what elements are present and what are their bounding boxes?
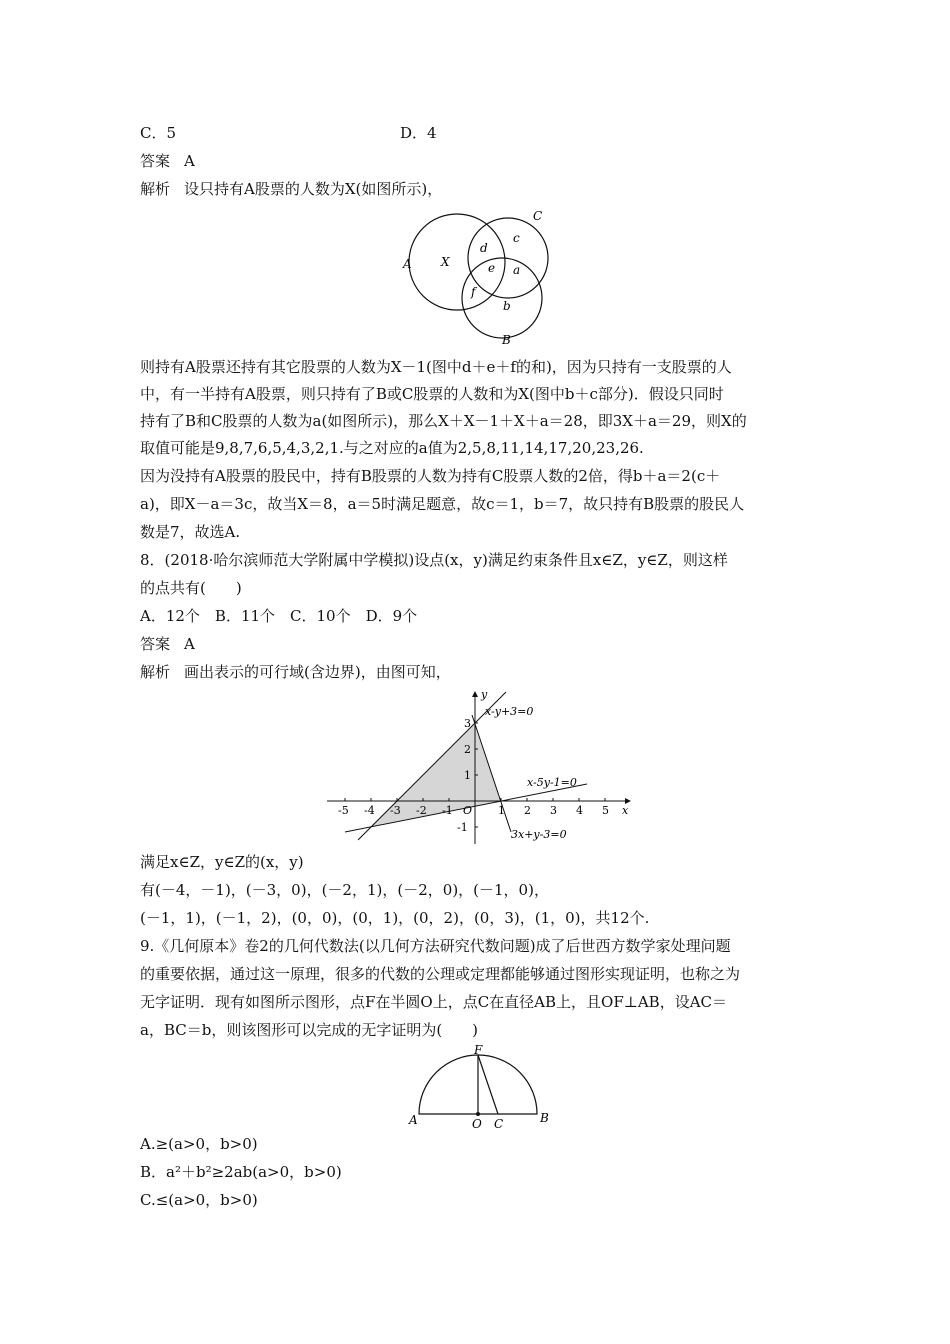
venn-label-X: X: [441, 255, 450, 269]
q7-paragraph-2: 中，有一半持有A股票，则只持有了B或C股票的人数和为X(图中b＋c部分)．假设只同时: [140, 385, 724, 403]
analysis-label: 解析: [140, 180, 171, 198]
venn-label-A: A: [403, 257, 412, 271]
option-c: C．5: [140, 124, 177, 142]
origin-label: O: [463, 804, 473, 817]
answer-value: A: [184, 635, 195, 653]
line-label-x-5y-1: x-5y-1=0: [527, 776, 577, 789]
y-tick-3: 3: [464, 717, 471, 730]
q8-analysis-row: [140, 662, 451, 682]
x-tick-1: 1: [498, 804, 505, 817]
venn-label-B: B: [502, 333, 511, 346]
q9-stem-4: a，BC＝b，则该图形可以完成的无字证明为( ): [140, 1021, 479, 1039]
q7-paragraph-5: 因为没持有A股票的股民中，持有B股票的人数为持有C股票人数的2倍，得b＋a＝2(c＋: [140, 467, 721, 485]
q8-stem-2: 的点共有( ): [140, 579, 242, 597]
q7-paragraph-1: 则持有A股票还持有其它股票的人数为X－1(图中d＋e＋f的和)，因为只持有一支股票的人: [140, 358, 732, 376]
q9-stem-2: 的重要依据，通过这一原理，很多的代数的公理或定理都能够通过图形实现证明，也称之为: [140, 965, 741, 983]
q9-option-c: C.≤(a>0，b>0): [140, 1191, 258, 1209]
x-tick-neg3: -3: [390, 804, 401, 817]
option-d: D．4: [400, 124, 437, 142]
x-axis-label: x: [622, 804, 629, 817]
x-tick-neg5: -5: [338, 804, 349, 817]
analysis-label: 解析: [140, 663, 171, 681]
y-tick-1: 1: [464, 769, 471, 782]
venn-label-c: c: [513, 231, 520, 245]
q8-answer-row: [140, 634, 195, 654]
label-O: O: [472, 1117, 482, 1130]
label-C: C: [494, 1117, 504, 1130]
x-tick-2: 2: [524, 804, 531, 817]
q7-paragraph-4: 取值可能是9,8,7,6,5,4,3,2,1.与之对应的a值为2,5,8,11,14,17,20,23,26.: [140, 439, 644, 457]
semicircle-figure: [406, 1044, 556, 1130]
label-A: A: [409, 1113, 418, 1127]
q9-option-b: B．a²＋b²≥2ab(a>0，b>0): [140, 1163, 342, 1181]
q7-paragraph-6: a)，即X－a＝3c，故当X＝8，a＝5时满足题意，故c＝1，b＝7，故只持有B股票的股民人: [140, 495, 745, 513]
answer-value: A: [184, 152, 195, 170]
q9-stem-3: 无字证明．现有如图所示图形，点F在半圆O上，点C在直径AB上，且OF⊥AB，设AC＝: [140, 993, 728, 1011]
x-tick-neg2: -2: [416, 804, 427, 817]
venn-diagram: [395, 206, 565, 346]
q8-solution-3: (－1，1)，(－1，2)，(0，0)，(0，1)，(0，2)，(0，3)，(1，0)，共12个.: [140, 909, 650, 927]
line-label-x-y-3: x-y+3=0: [485, 705, 534, 718]
analysis-intro: 设只持有A股票的人数为X(如图所示)，: [184, 180, 443, 198]
label-B: B: [540, 1111, 549, 1125]
segment-fc: [478, 1055, 498, 1114]
y-tick-2: 2: [464, 743, 471, 756]
q8-solution-2: 有(－4，－1)，(－3，0)，(－2，1)，(－2，0)，(－1，0)，: [140, 881, 549, 899]
q9-option-a: A.≥(a>0，b>0): [140, 1135, 258, 1153]
q7-paragraph-7: 数是7，故选A.: [140, 523, 241, 541]
answer-row: [140, 151, 195, 171]
q9-stem-1: 9.《几何原本》卷2的几何代数法(以几何方法研究代数问题)成了后世西方数学家处理问题: [140, 937, 731, 955]
venn-label-e: e: [488, 261, 496, 275]
label-F: F: [474, 1044, 483, 1057]
venn-label-C: C: [533, 209, 543, 223]
q7-paragraph-3: 持有了B和C股票的人数为a(如图所示)，那么X＋X－1＋X＋a＝28，即3X＋a＝29，则X的: [140, 412, 747, 430]
answer-label: 答案: [140, 152, 171, 170]
venn-label-b: b: [503, 299, 511, 313]
q8-solution-1: 满足x∈Z，y∈Z的(x，y): [140, 853, 304, 871]
x-tick-3: 3: [550, 804, 557, 817]
feasible-region-graph: [325, 688, 645, 848]
q8-stem-1: 8．(2018·哈尔滨师范大学附属中学模拟)设点(x，y)满足约束条件且x∈Z，y∈Z，则这样: [140, 551, 728, 569]
analysis-row: [140, 179, 442, 199]
analysis-intro: 画出表示的可行域(含边界)，由图可知，: [184, 663, 451, 681]
line-label-3x-y-3: 3x+y-3=0: [511, 828, 567, 841]
y-axis-label: y: [481, 688, 488, 701]
answer-label: 答案: [140, 635, 171, 653]
venn-label-d: d: [480, 241, 488, 255]
venn-label-f: f: [471, 285, 476, 299]
y-tick-neg1: -1: [457, 821, 468, 834]
x-tick-4: 4: [576, 804, 583, 817]
point-o: [476, 1112, 480, 1116]
venn-label-a: a: [513, 263, 521, 277]
x-tick-neg4: -4: [364, 804, 375, 817]
x-tick-neg1: -1: [442, 804, 453, 817]
x-tick-5: 5: [602, 804, 609, 817]
q8-options: A．12个 B．11个 C．10个 D．9个: [140, 607, 418, 625]
